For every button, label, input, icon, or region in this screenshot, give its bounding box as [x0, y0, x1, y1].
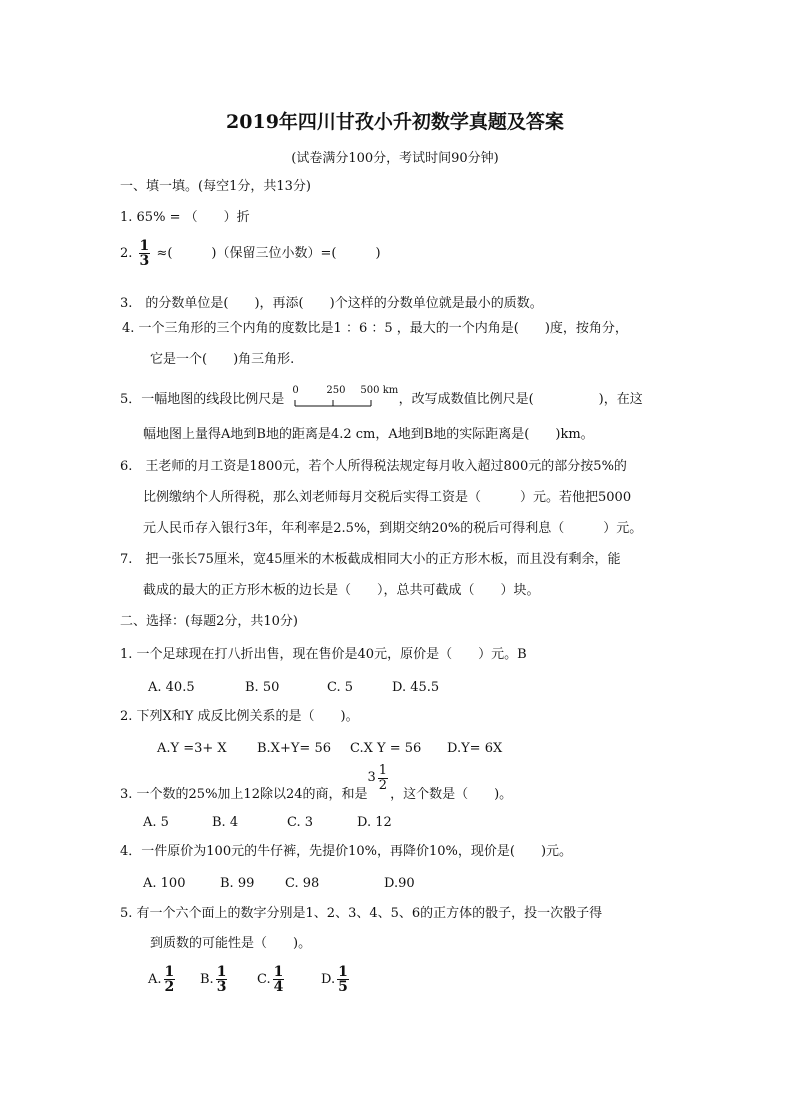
fraction-numerator: 1 — [378, 762, 388, 778]
option-2-3-b: B. 4 — [212, 815, 239, 830]
question-text: ≈( )（保留三位小数）=( ) — [156, 246, 381, 261]
question-text: ，这个数是（ )。 — [390, 786, 513, 802]
fraction-denominator: 3 — [139, 253, 150, 269]
option-2-2-d: D.Y= 6X — [447, 741, 503, 756]
question-2-3 — [120, 764, 512, 824]
fraction-denominator: 4 — [273, 979, 284, 995]
question-1-4-line2: 它是一个( )角三角形. — [150, 352, 295, 367]
question-number: 2. — [120, 246, 133, 261]
option-2-5-c — [257, 962, 286, 998]
fraction-one-third — [216, 965, 228, 994]
question-1-6-line3: 元人民币存入银行3年，年利率是2.5%，到期交纳20%的税后可得利息（ ）元。 — [143, 521, 643, 536]
option-2-3-d: D. 12 — [357, 815, 392, 830]
option-2-1-b: B. 50 — [245, 680, 280, 695]
section1-heading: 一、填一填。(每空1分，共13分) — [120, 179, 311, 194]
scale-bar-icon — [288, 396, 394, 410]
option-label: D. — [321, 972, 336, 987]
scale-label-250: 250 — [326, 384, 346, 396]
option-label: B. — [200, 972, 214, 987]
fraction-denominator: 2 — [378, 777, 388, 793]
option-2-1-a: A. 40.5 — [148, 680, 195, 695]
question-2-5-line1: 5. 有一个六个面上的数字分别是1、2、3、4、5、6的正方体的骰子，投一次骰子得 — [120, 906, 603, 921]
line-scale-bar — [288, 384, 399, 410]
option-2-1-d: D. 45.5 — [392, 680, 440, 695]
option-2-4-b: B. 99 — [220, 876, 255, 891]
fraction-denominator: 2 — [164, 979, 175, 995]
option-2-2-b: B.X+Y= 56 — [257, 741, 331, 756]
fraction-one-third — [139, 239, 151, 268]
question-1-5-line2: 幅地图上量得A地到B地的距离是4.2 cm，A地到B地的实际距离是( )km。 — [143, 427, 594, 442]
exam-subtitle: (试卷满分100分，考试时间90分钟) — [291, 151, 499, 166]
fraction-one-quarter — [273, 965, 285, 994]
question-1-7-line2: 截成的最大的正方形木板的边长是（ ），总共可截成（ ）块。 — [143, 583, 540, 598]
fraction-numerator: 1 — [164, 964, 175, 980]
question-text: 3. 一个数的25%加上12除以24的商，和是 — [120, 786, 368, 802]
page-title: 2019年四川甘孜小升初数学真题及答案 — [226, 111, 564, 133]
fraction-numerator: 1 — [216, 964, 227, 980]
scale-label-500: 500 km — [360, 384, 399, 396]
fraction-numerator: 1 — [139, 238, 150, 254]
mixed-number-three-and-half — [368, 748, 391, 809]
option-2-4-d: D.90 — [384, 876, 415, 891]
option-2-1-c: C. 5 — [327, 680, 354, 695]
fraction-numerator: 1 — [338, 964, 348, 980]
option-2-2-a: A.Y =3+ X — [157, 741, 227, 756]
mixed-fraction — [378, 764, 388, 793]
section2-heading: 二、选择：(每题2分，共10分) — [120, 614, 298, 629]
question-text: ，改写成数值比例尺是( )，在这 — [398, 392, 643, 407]
question-1-7-line1: 7. 把一张长75厘米，宽45厘米的木板截成相同大小的正方形木板，而且没有剩余，能 — [120, 552, 621, 567]
fraction-denominator: 3 — [216, 979, 227, 995]
fraction-denominator: 5 — [338, 979, 348, 995]
question-1-6-line2: 比例缴纳个人所得税，那么刘老师每月交税后实得工资是（ ）元。若他把5000 — [143, 490, 632, 505]
question-text: 5．一幅地图的线段比例尺是 — [120, 392, 285, 407]
question-2-5-line2: 到质数的可能性是（ )。 — [150, 936, 312, 951]
option-label: C. — [257, 972, 271, 987]
question-2-1: 1. 一个足球现在打八折出售，现在售价是40元，原价是（ ）元。B — [120, 647, 527, 662]
fraction-one-fifth — [337, 965, 349, 994]
option-2-2-c: C.X Y = 56 — [350, 741, 422, 756]
question-2-4: 4．一件原价为100元的牛仔裤，先提价10%，再降价10%，现价是( )元。 — [120, 844, 573, 859]
question-2-2: 2. 下列X和Y 成反比例关系的是（ )。 — [120, 709, 359, 724]
question-1-2 — [120, 236, 381, 272]
option-2-3-a: A. 5 — [143, 815, 169, 830]
option-label: A. — [148, 972, 162, 987]
question-1-4-line1: 4. 一个三角形的三个内角的度数比是1 ：6 ：5 ，最大的一个内角是( )度，按角分， — [122, 321, 628, 336]
question-1-1: 1. 65% = （ ）折 — [120, 210, 250, 225]
option-2-5-a — [148, 962, 177, 998]
mixed-whole: 3 — [367, 770, 376, 785]
question-1-6-line1: 6. 王老师的月工资是1800元，若个人所得税法规定每月收入超过800元的部分按5%的 — [120, 459, 627, 474]
fraction-one-half — [164, 965, 176, 994]
question-1-3: 3. 的分数单位是( )，再添( )个这样的分数单位就是最小的质数。 — [120, 296, 543, 311]
option-2-4-c: C. 98 — [285, 876, 320, 891]
question-1-5-line1 — [120, 384, 643, 413]
option-2-5-d — [321, 962, 351, 998]
option-2-5-b — [200, 962, 229, 998]
option-2-4-a: A. 100 — [143, 876, 186, 891]
scale-label-0: 0 — [292, 384, 299, 396]
option-2-3-c: C. 3 — [287, 815, 314, 830]
fraction-numerator: 1 — [273, 964, 284, 980]
